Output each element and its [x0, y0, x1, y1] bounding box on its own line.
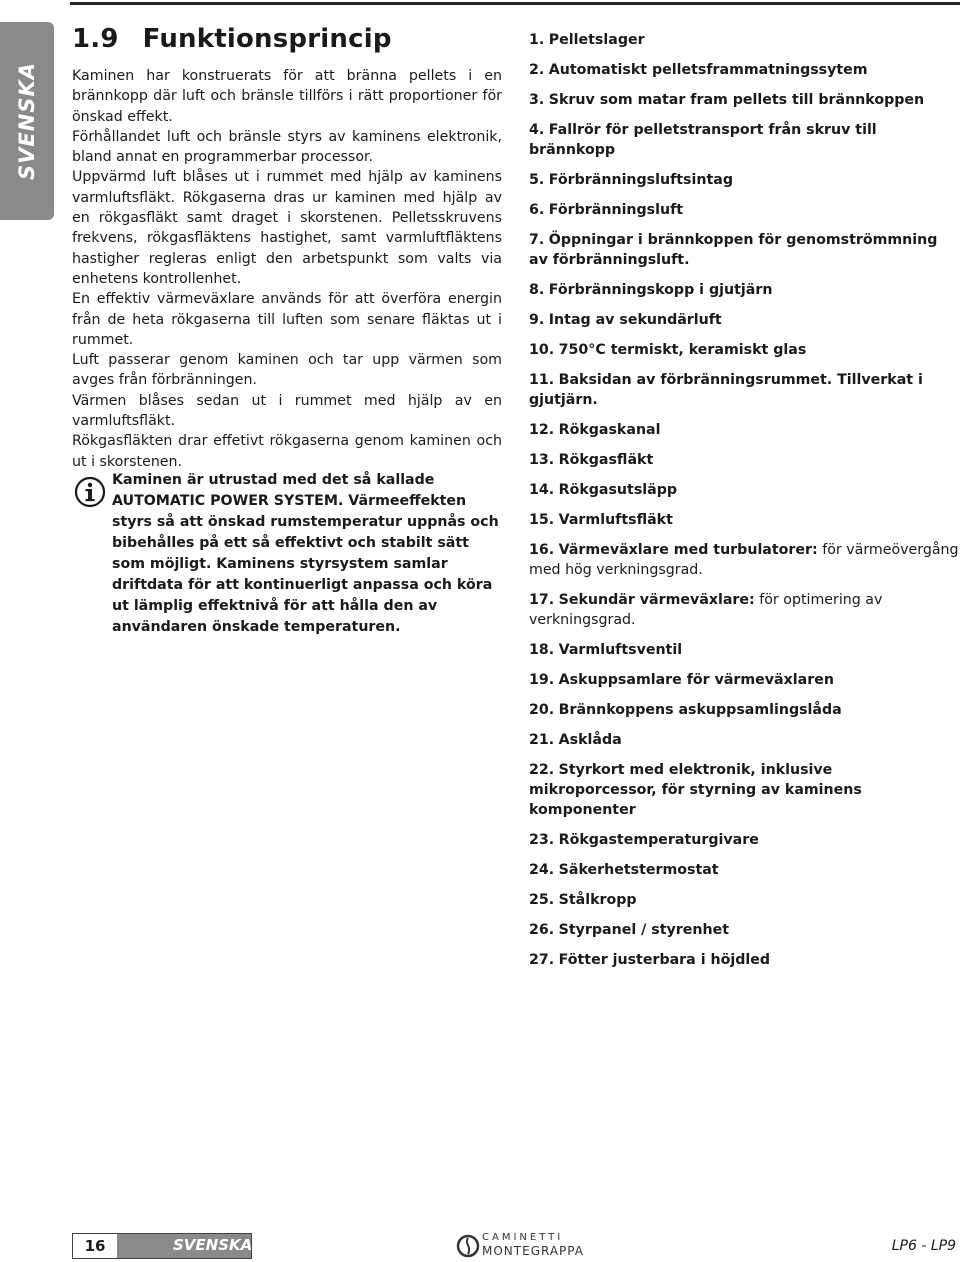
list-item-label: Varmluftsventil — [558, 642, 683, 658]
paragraph: Rökgasfläkten drar effetivt rökgaserna genom kaminen och ut i skorstenen. — [72, 433, 502, 470]
top-rule — [70, 2, 960, 5]
list-item-number: 26. — [529, 922, 555, 938]
list-item-label: Rökgastemperaturgivare — [558, 832, 759, 848]
paragraph: Värmen blåses sedan ut i rummet med hjälp av en varmluftsfläkt. — [72, 392, 502, 430]
list-item-label: Värmeväxlare med turbulatorer: — [558, 542, 818, 558]
list-item — [529, 890, 959, 910]
list-item-label: Automatiskt pelletsframmatningssytem — [548, 62, 868, 78]
list-item-number: 4. — [529, 122, 545, 138]
list-item — [529, 280, 959, 300]
list-item-label: Förbränningskopp i gjutjärn — [548, 282, 773, 298]
list-item-label: Fötter justerbara i höjdled — [558, 952, 770, 968]
list-item-description: för optimering av verkningsgrad. — [529, 592, 883, 628]
list-item — [529, 200, 959, 220]
list-item — [529, 540, 959, 580]
list-item — [529, 120, 959, 160]
section-heading — [72, 24, 392, 54]
list-item — [529, 640, 959, 660]
section-title: Funktionsprincip — [142, 24, 392, 54]
footer-language: SVENSKA — [173, 1236, 253, 1254]
list-item — [529, 450, 959, 470]
paragraph: Kaminen har konstruerats för att bränna pellets i en brännkopp där luft och bränsle tillförs i rätt proportioner för önskad effekt. — [72, 68, 502, 125]
list-item-label: Varmluftsfläkt — [558, 512, 673, 528]
paragraph: Luft passerar genom kaminen och tar upp värmen som avges från förbränningen. — [72, 352, 502, 389]
list-item — [529, 310, 959, 330]
list-item-number: 24. — [529, 862, 555, 878]
list-item-label: Säkerhetstermostat — [558, 862, 719, 878]
list-item-number: 25. — [529, 892, 555, 908]
list-item-label: Rökgaskanal — [558, 422, 661, 438]
list-item — [529, 760, 959, 820]
list-item — [529, 370, 959, 410]
info-icon — [72, 476, 108, 508]
list-item-label: Sekundär värmeväxlare: — [558, 592, 755, 608]
list-item-number: 13. — [529, 452, 555, 468]
list-item-number: 9. — [529, 312, 545, 328]
list-item-label: Brännkoppens askuppsamlingslåda — [558, 702, 842, 718]
brand-name-line1: CAMINETTI — [482, 1232, 564, 1243]
list-item-number: 12. — [529, 422, 555, 438]
model-label: LP6 - LP9 — [891, 1238, 956, 1254]
description-column — [72, 66, 502, 472]
list-item — [529, 590, 959, 630]
list-item — [529, 920, 959, 940]
paragraph: Uppvärmd luft blåses ut i rummet med hjälp av kaminens varmluftsfläkt. Rökgaserna dras ur kaminen med hjälp av en rökgasfläkt samt draget i skorstenen. Pelletsskruvens frekvens, rökgasfläktens hastighet, samt varmluftfläktens hastigher regleras enligt den arbetspunkt som valts via enhetens kontrollenhet. — [72, 169, 502, 287]
list-item — [529, 60, 959, 80]
list-item-label: Förbränningsluft — [548, 202, 684, 218]
list-item — [529, 30, 959, 50]
brand-name-line2: MONTEGRAPPA — [482, 1244, 584, 1258]
list-item — [529, 230, 959, 270]
list-item — [529, 700, 959, 720]
list-item-number: 20. — [529, 702, 555, 718]
list-item-label: Rökgasfläkt — [558, 452, 654, 468]
list-item-number: 23. — [529, 832, 555, 848]
list-item-number: 10. — [529, 342, 555, 358]
list-item-number: 6. — [529, 202, 545, 218]
list-item-number: 11. — [529, 372, 555, 388]
list-item-number: 19. — [529, 672, 555, 688]
list-item-number: 17. — [529, 592, 555, 608]
footer-page-tab — [72, 1233, 252, 1259]
list-item-label: Baksidan av förbränningsrummet. Tillverkat i gjutjärn. — [529, 372, 923, 408]
list-item-label: Öppningar i brännkoppen för genomströmmning av förbränningsluft. — [529, 232, 938, 268]
info-note-text: Kaminen är utrustad med det så kallade AUTOMATIC POWER SYSTEM. Värmeeffekten styrs så att önskad rumstemperatur uppnås och bibehålles på ett så effektivt och stabilt sätt som möjligt. Kaminens styrsystem samlar driftdata för att kontinuerligt anpassa och köra ut lämplig effektnivå för att hålla den av användaren önskade temperaturen. — [112, 472, 499, 635]
brand-logo — [456, 1230, 606, 1262]
list-item-number: 1. — [529, 32, 545, 48]
list-item-label: Stålkropp — [558, 892, 637, 908]
list-item-number: 22. — [529, 762, 555, 778]
list-item — [529, 480, 959, 500]
list-item-label: Intag av sekundärluft — [548, 312, 722, 328]
list-item-number: 27. — [529, 952, 555, 968]
list-item — [529, 730, 959, 750]
info-note — [72, 470, 502, 638]
section-number: 1.9 — [72, 24, 119, 54]
list-item-label: Askuppsamlare för värmeväxlaren — [558, 672, 834, 688]
list-item-number: 18. — [529, 642, 555, 658]
list-item-number: 2. — [529, 62, 545, 78]
list-item-label: Skruv som matar fram pellets till brännkoppen — [548, 92, 925, 108]
flame-logo-icon — [456, 1230, 480, 1260]
paragraph: Förhållandet luft och bränsle styrs av kaminens elektronik, bland annat en programmerbar processor. — [72, 128, 502, 166]
list-item-number: 7. — [529, 232, 545, 248]
list-item — [529, 950, 959, 970]
list-item-number: 3. — [529, 92, 545, 108]
list-item — [529, 510, 959, 530]
list-item-label: Styrkort med elektronik, inklusive mikroporcessor, för styrning av kaminens komponenter — [529, 762, 862, 818]
list-item — [529, 670, 959, 690]
list-item-description: för värmeövergång med hög verkningsgrad. — [529, 542, 959, 578]
list-item — [529, 830, 959, 850]
list-item — [529, 170, 959, 190]
page-number: 16 — [73, 1234, 117, 1258]
list-item-number: 14. — [529, 482, 555, 498]
list-item-number: 8. — [529, 282, 545, 298]
list-item — [529, 860, 959, 880]
list-item-label: Styrpanel / styrenhet — [558, 922, 729, 938]
list-item — [529, 420, 959, 440]
list-item-label: Förbränningsluftsintag — [548, 172, 733, 188]
list-item-number: 16. — [529, 542, 555, 558]
parts-list — [529, 30, 959, 980]
list-item — [529, 340, 959, 360]
list-item-label: 750°C termiskt, keramiskt glas — [558, 342, 807, 358]
list-item-label: Asklåda — [558, 732, 622, 748]
list-item-number: 15. — [529, 512, 555, 528]
list-item — [529, 90, 959, 110]
paragraph: En effektiv värmeväxlare används för att överföra energin från de heta rökgaserna till luften som senare fläktas ut i rummet. — [72, 291, 502, 348]
side-tab-label: SVENSKA — [15, 62, 39, 180]
list-item-number: 5. — [529, 172, 545, 188]
list-item-label: Pelletslager — [548, 32, 645, 48]
list-item-number: 21. — [529, 732, 555, 748]
language-side-tab — [0, 22, 54, 220]
list-item-label: Rökgasutsläpp — [558, 482, 678, 498]
list-item-label: Fallrör för pelletstransport från skruv till brännkopp — [529, 122, 877, 158]
